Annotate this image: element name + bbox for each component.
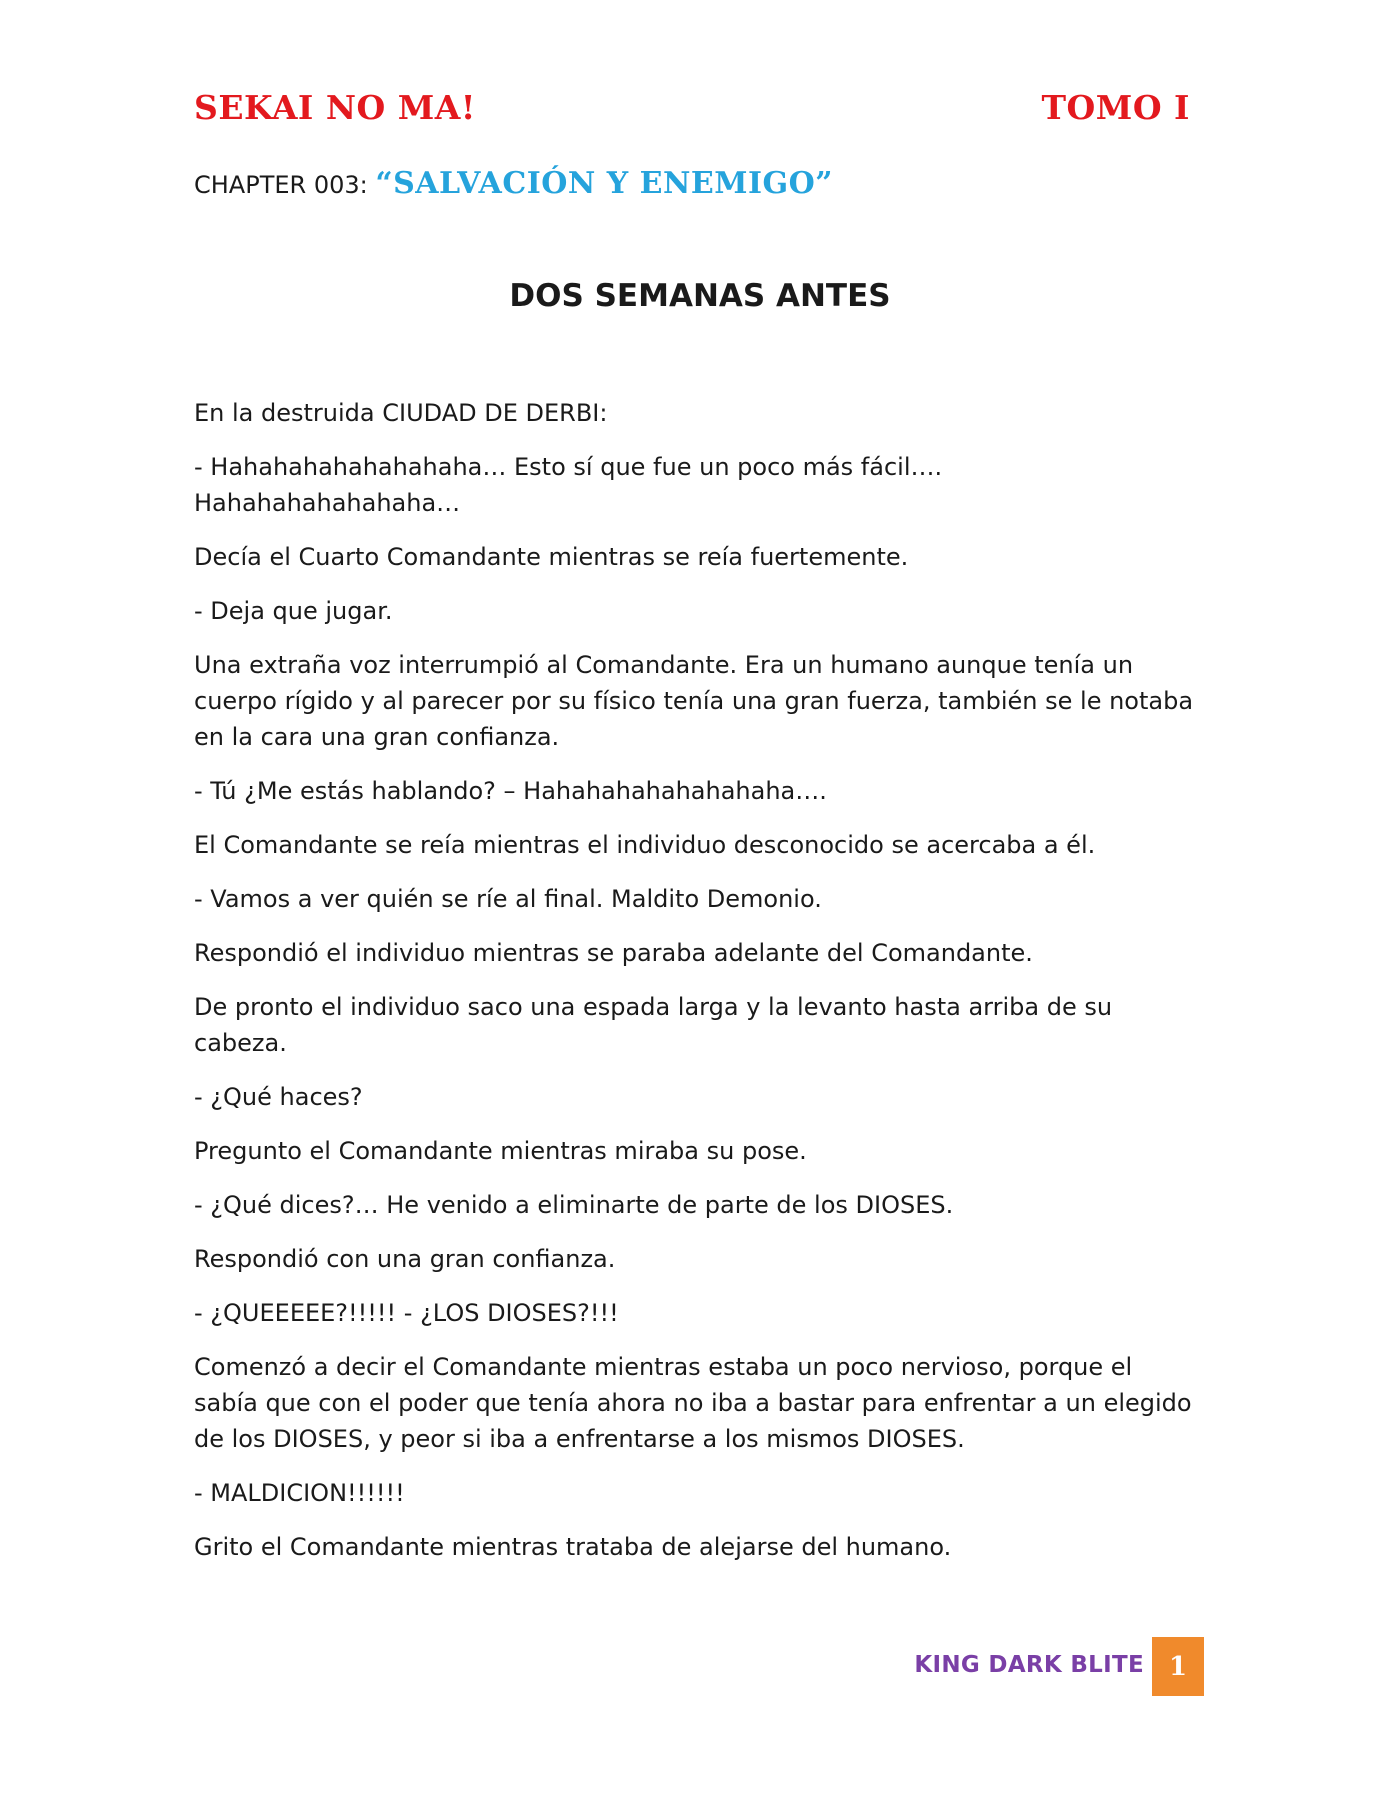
- header-volume: TOMO I: [1041, 88, 1190, 127]
- paragraph: - Hahahahahahahahaha… Esto sí que fue un poco más fácil…. Hahahahahahahaha…: [194, 453, 943, 517]
- paragraph: En la destruida CIUDAD DE DERBI:: [194, 399, 608, 427]
- paragraph: - Vamos a ver quién se ríe al final. Maldito Demonio.: [194, 885, 822, 913]
- chapter-line: [194, 166, 833, 201]
- paragraph: - MALDICION!!!!!!: [194, 1479, 405, 1507]
- chapter-title: “SALVACIÓN Y ENEMIGO”: [375, 166, 833, 201]
- page-number: 1: [1152, 1637, 1204, 1696]
- paragraph: Pregunto el Comandante mientras miraba su pose.: [194, 1137, 807, 1165]
- paragraph: De pronto el individuo saco una espada larga y la levanto hasta arriba de su cabeza.: [194, 993, 1113, 1057]
- paragraph: Respondió con una gran confianza.: [194, 1245, 616, 1273]
- paragraph: Respondió el individuo mientras se paraba adelante del Comandante.: [194, 939, 1033, 967]
- paragraph: Decía el Cuarto Comandante mientras se reía fuertemente.: [194, 543, 909, 571]
- paragraph: - ¿Qué dices?… He venido a eliminarte de parte de los DIOSES.: [194, 1191, 954, 1219]
- header-series-title: SEKAI NO MA!: [194, 88, 476, 127]
- paragraph: El Comandante se reía mientras el individuo desconocido se acercaba a él.: [194, 831, 1096, 859]
- section-heading: DOS SEMANAS ANTES: [509, 278, 891, 314]
- paragraph: Grito el Comandante mientras trataba de alejarse del humano.: [194, 1533, 952, 1561]
- body-text: [194, 395, 1194, 1583]
- paragraph: - ¿QUEEEEE?!!!!! - ¿LOS DIOSES?!!!: [194, 1299, 619, 1327]
- paragraph: Comenzó a decir el Comandante mientras estaba un poco nervioso, porque el sabía que con el poder que tenía ahora no iba a bastar para enfrentar a un elegido de los DIOSES, y peor si iba a enfrentarse a los mismos DIOSES.: [194, 1353, 1192, 1453]
- paragraph: - Tú ¿Me estás hablando? – Hahahahahahahahaha….: [194, 777, 827, 805]
- paragraph: Una extraña voz interrumpió al Comandante. Era un humano aunque tenía un cuerpo rígido y al parecer por su físico tenía una gran fuerza, también se le notaba en la cara una gran confianza.: [194, 651, 1194, 751]
- paragraph: - ¿Qué haces?: [194, 1083, 363, 1111]
- paragraph: - Deja que jugar.: [194, 597, 393, 625]
- footer-author: KING DARK BLITE: [914, 1652, 1144, 1678]
- chapter-label: CHAPTER 003:: [194, 171, 376, 199]
